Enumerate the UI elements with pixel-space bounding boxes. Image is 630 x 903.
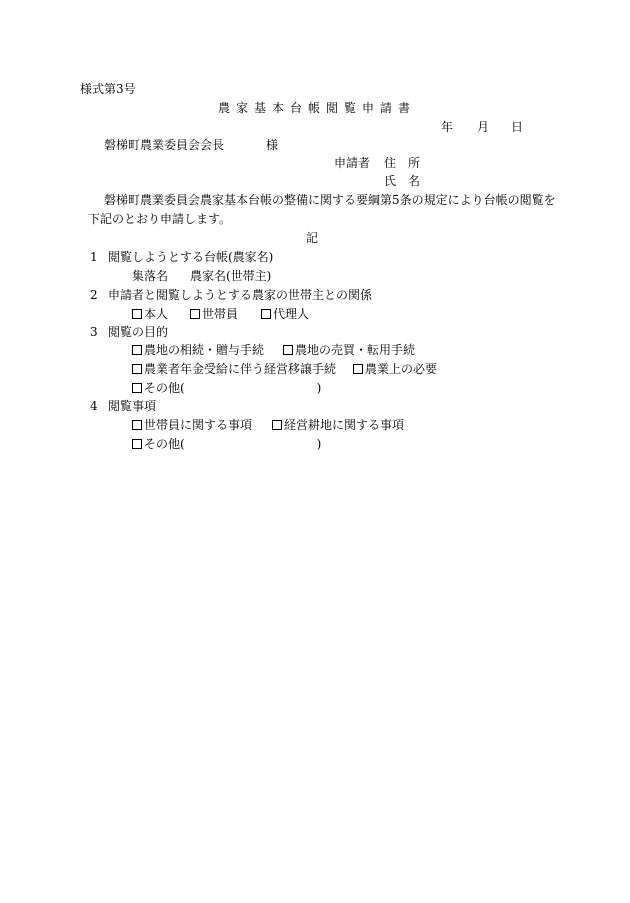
checkbox-icon[interactable] xyxy=(272,420,282,430)
checkbox-icon[interactable] xyxy=(132,309,142,319)
section-2-number: 2 xyxy=(90,288,98,302)
name-label: 氏 名 xyxy=(384,174,421,188)
addressee: 磐梯町農業委員会会長 xyxy=(104,138,225,152)
applicant-label: 申請者 xyxy=(334,156,371,170)
option-label: 経営耕地に関する事項 xyxy=(284,418,405,432)
option-label: 代理人 xyxy=(273,307,310,321)
section-3-heading: 閲覧の目的 xyxy=(108,325,169,339)
option-label: 本人 xyxy=(144,307,169,321)
date-month-label: 月 xyxy=(477,120,490,134)
section-1-number: 1 xyxy=(90,250,98,264)
item-option-farmland[interactable] xyxy=(272,418,404,432)
option-label: 農業上の必要 xyxy=(365,362,438,376)
purpose-option-agricultural-need[interactable] xyxy=(353,362,437,376)
option-label: 世帯員に関する事項 xyxy=(144,418,253,432)
checkbox-icon[interactable] xyxy=(190,309,200,319)
body-text-line1: 磐梯町農業委員会農家基本台帳の整備に関する要綱第5条の規定により台帳の閲覧を xyxy=(104,193,556,207)
form-title: 農家基本台帳閲覧申請書 xyxy=(218,101,417,115)
date-day-label: 日 xyxy=(511,120,524,134)
option-label: 農地の相続・贈与手続 xyxy=(144,343,265,357)
honorific: 様 xyxy=(266,138,279,152)
relation-option-household-member[interactable] xyxy=(190,307,238,321)
section-4-heading: 閲覧事項 xyxy=(108,399,157,413)
checkbox-icon[interactable] xyxy=(353,364,363,374)
section-2-heading: 申請者と閲覧しようとする農家の世帯主との関係 xyxy=(108,288,373,302)
option-label: 世帯員 xyxy=(202,307,239,321)
form-number: 様式第3号 xyxy=(80,82,136,96)
body-text-line2: 下記のとおり申請します。 xyxy=(88,212,232,226)
section-1-heading: 閲覧しようとする台帳(農家名) xyxy=(108,250,274,264)
checkbox-icon[interactable] xyxy=(132,439,142,449)
option-label: その他( ) xyxy=(144,381,322,395)
purpose-option-inheritance[interactable] xyxy=(132,343,264,357)
ki-label: 記 xyxy=(306,231,319,245)
date-year-label: 年 xyxy=(441,120,454,134)
section-3-number: 3 xyxy=(90,325,98,339)
item-option-other[interactable] xyxy=(132,437,321,451)
option-label: 農業者年金受給に伴う経営移譲手続 xyxy=(144,362,337,376)
section-4-number: 4 xyxy=(90,399,98,413)
option-label: その他( ) xyxy=(144,437,322,451)
checkbox-icon[interactable] xyxy=(132,383,142,393)
farm-name-label: 農家名(世帯主) xyxy=(190,269,272,283)
relation-option-self[interactable] xyxy=(132,307,168,321)
checkbox-icon[interactable] xyxy=(132,364,142,374)
purpose-option-pension[interactable] xyxy=(132,362,336,376)
address-label: 住 所 xyxy=(384,156,421,170)
checkbox-icon[interactable] xyxy=(132,345,142,355)
purpose-option-other[interactable] xyxy=(132,381,321,395)
relation-option-agent[interactable] xyxy=(261,307,309,321)
purpose-option-sale[interactable] xyxy=(283,343,415,357)
checkbox-icon[interactable] xyxy=(132,420,142,430)
option-label: 農地の売買・転用手続 xyxy=(295,343,416,357)
checkbox-icon[interactable] xyxy=(261,309,271,319)
village-label: 集落名 xyxy=(132,269,169,283)
checkbox-icon[interactable] xyxy=(283,345,293,355)
item-option-household-members[interactable] xyxy=(132,418,252,432)
